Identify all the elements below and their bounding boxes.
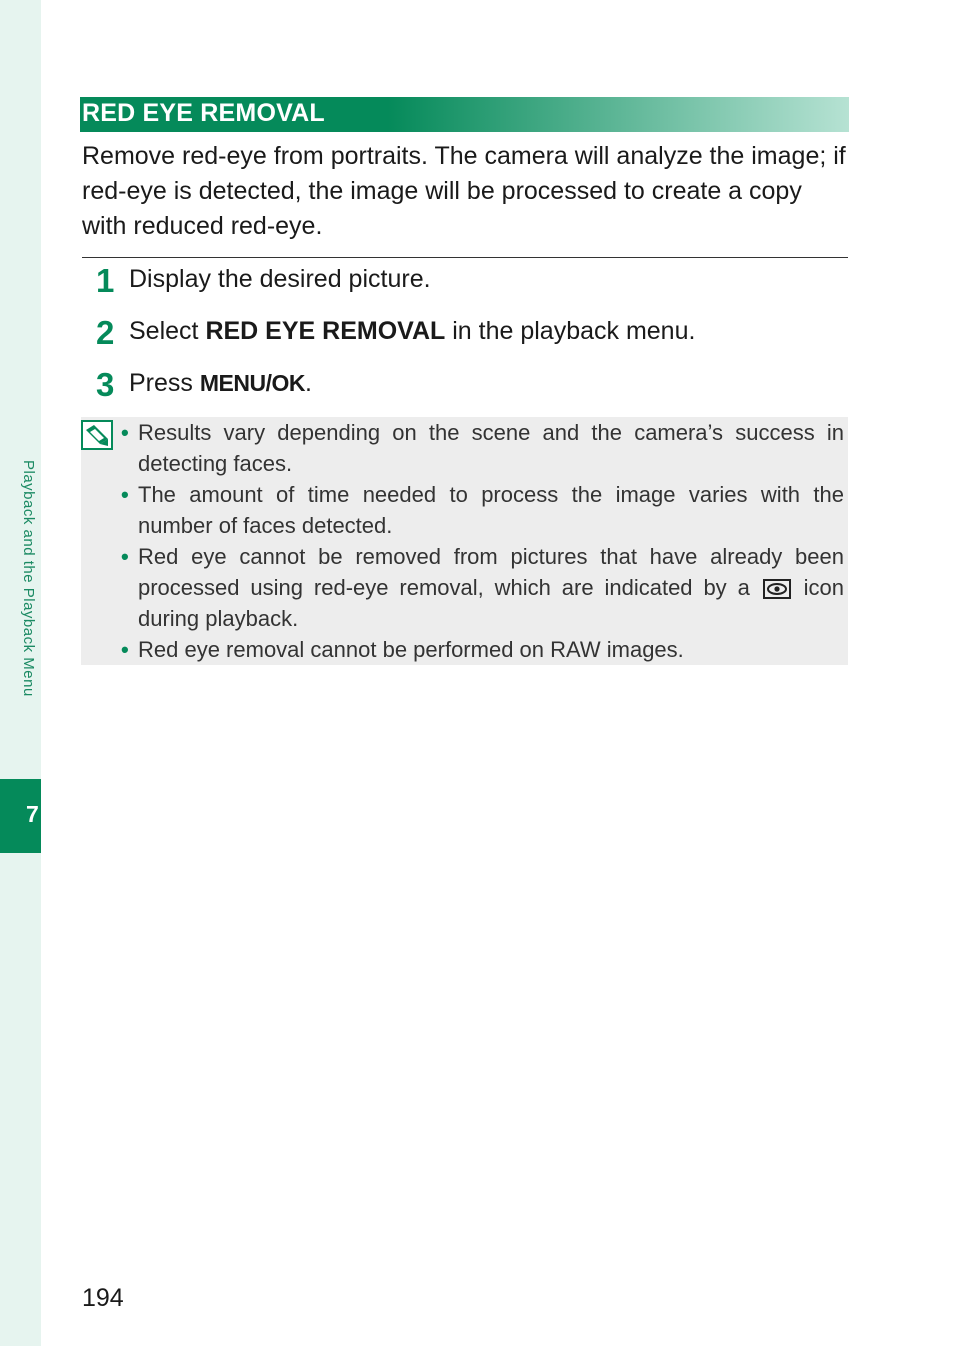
note-item xyxy=(121,541,844,634)
note-text-after: icon during playback. xyxy=(138,575,844,631)
step-text-after: in the playback menu. xyxy=(445,317,696,345)
chapter-number: 7 xyxy=(26,801,39,827)
step-number: 3 xyxy=(96,366,115,403)
menu-item-name: RED EYE REMOVAL xyxy=(205,317,446,345)
chapter-tab xyxy=(0,779,41,853)
note-text: The amount of time needed to process the image varies with the number of faces detected. xyxy=(138,482,844,538)
bullet-icon: • xyxy=(121,420,129,445)
note-pencil-icon xyxy=(81,420,113,450)
step-text-after: . xyxy=(304,369,312,397)
step-text xyxy=(129,317,695,346)
chapter-side-label: Playback and the Playback Menu xyxy=(20,460,37,697)
menu-ok-button-label: MENU/OK xyxy=(199,370,305,396)
note-item xyxy=(121,417,844,479)
divider xyxy=(82,257,848,258)
step-text: Display the desired picture. xyxy=(129,265,431,293)
step-text-before: Select xyxy=(129,317,206,345)
section-title: RED EYE REMOVAL xyxy=(82,99,325,127)
bullet-icon: • xyxy=(121,544,129,569)
note-list xyxy=(121,417,844,665)
step-text-before: Press xyxy=(129,369,200,397)
red-eye-icon xyxy=(763,579,791,599)
intro-paragraph: Remove red-eye from portraits. The camera will analyze the image; if red-eye is detected, the image will be processed to create a copy with reduced red-eye. xyxy=(82,142,846,240)
note-text: Red eye removal cannot be performed on RAW images. xyxy=(138,637,684,662)
step-number: 1 xyxy=(96,262,115,299)
page-number: 194 xyxy=(82,1284,124,1312)
note-text: Results vary depending on the scene and the camera’s success in detecting faces. xyxy=(138,420,844,476)
note-text-before: Red eye cannot be removed from pictures that have already been processed using red-eye removal, which are indicated by a xyxy=(138,544,844,600)
bullet-icon: • xyxy=(121,482,129,507)
note-item xyxy=(121,479,844,541)
step-number: 2 xyxy=(96,314,115,351)
step-text xyxy=(129,369,312,398)
section-header xyxy=(80,97,849,132)
note-box xyxy=(81,417,848,665)
bullet-icon: • xyxy=(121,637,129,662)
note-item xyxy=(121,634,844,665)
